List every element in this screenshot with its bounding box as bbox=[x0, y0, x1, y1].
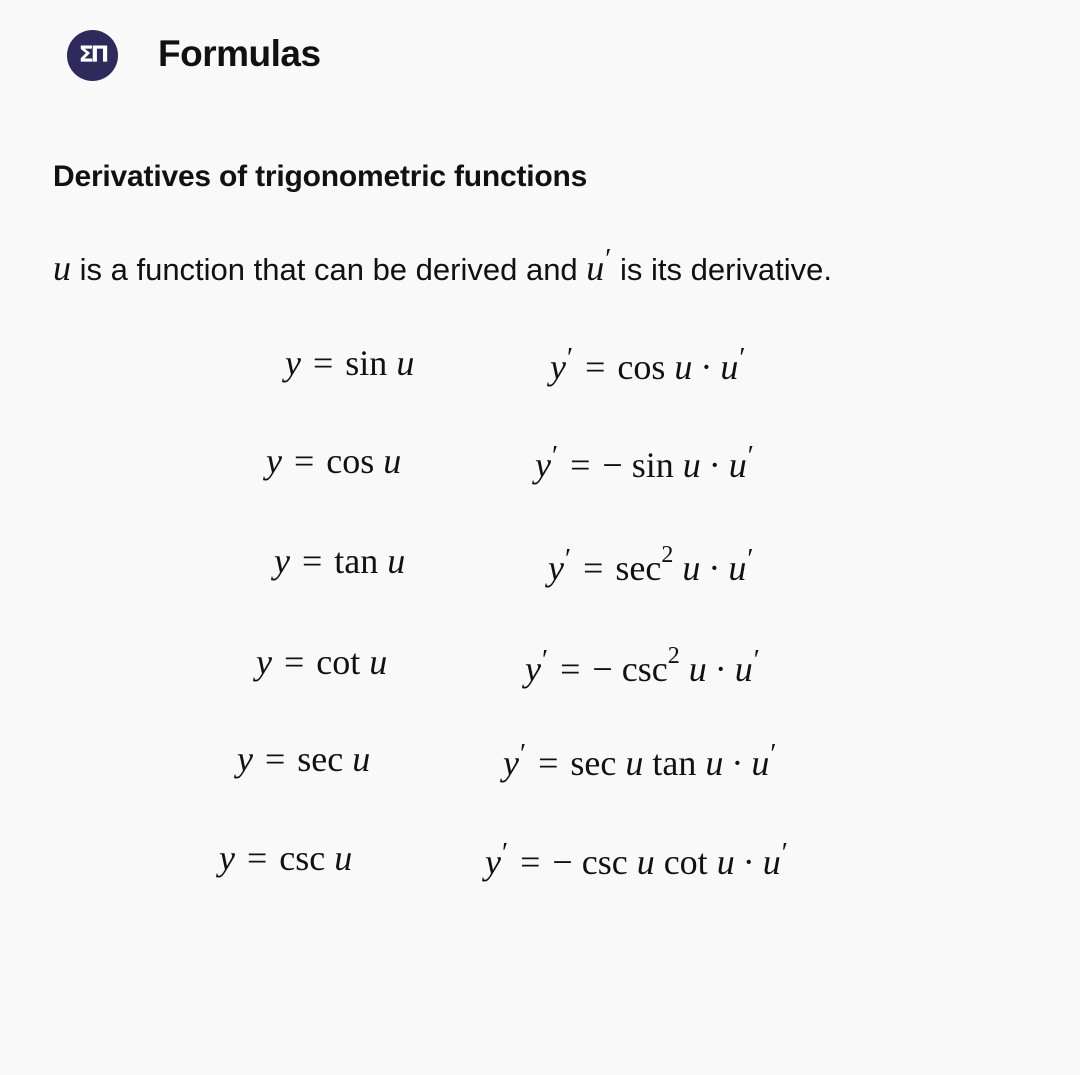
formula-sec-derivative: y′ = sec u tan u · u′ bbox=[503, 739, 777, 783]
formula-sin-function: y = sin u bbox=[285, 343, 415, 383]
intro-text-middle: is a function that can be derived and bbox=[71, 252, 587, 287]
formula-tan-derivative: $y' = \sec^2 u \cdot u'$ bbox=[548, 542, 754, 588]
formula-csc-derivative: y′ = − csc u cot u · u′ bbox=[485, 838, 788, 882]
intro-variable-prime: u′ bbox=[586, 244, 612, 288]
app-logo-icon[interactable]: ΣΠ bbox=[67, 30, 118, 81]
formula-sin-derivative: y′ = cos u · u′ bbox=[550, 343, 746, 387]
formula-csc-function: y = csc u bbox=[219, 838, 353, 878]
formula-sec-function: y = sec u bbox=[237, 739, 371, 779]
intro-text-end: is its derivative. bbox=[611, 252, 832, 287]
page-title: Formulas bbox=[158, 33, 321, 74]
formula-cos-derivative: y′ = − sin u · u′ bbox=[535, 441, 754, 485]
intro-variable: u bbox=[53, 248, 71, 288]
intro-text bbox=[53, 244, 832, 289]
formula-cot-function: y = cot u bbox=[256, 642, 388, 682]
formula-cos-function: y = cos u bbox=[266, 441, 402, 481]
section-title: Derivatives of trigonometric functions bbox=[53, 160, 588, 193]
formula-tan-function: y = tan u bbox=[274, 541, 406, 581]
app-header bbox=[0, 0, 1080, 110]
formula-cot-derivative: y′ = − $\csc^2 u \cdot u'$ bbox=[525, 643, 760, 689]
